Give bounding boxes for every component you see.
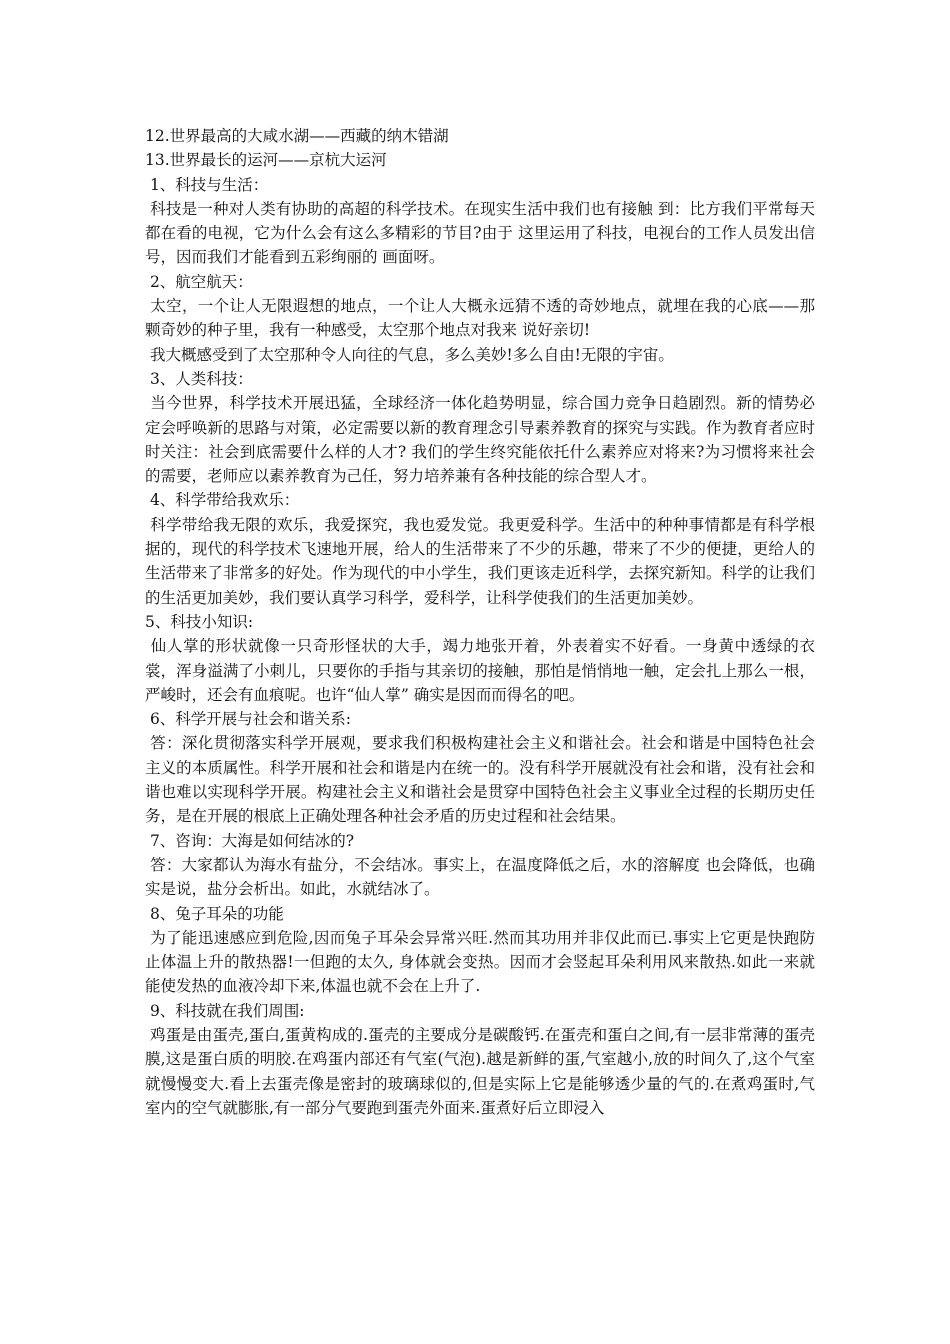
paragraph-7: 答：大家都认为海水有盐分，不会结冰。事实上，在温度降低之后，水的溶解度 也会降低，也确实是说，盐分会析出。如此，水就结冰了。	[145, 855, 815, 899]
paragraph-8: 为了能迅速感应到危险,因而兔子耳朵会异常兴旺.然而其功用并非仅此而已.事实上它更是快跑防止体温上升的散热器!一但跑的太久, 身体就会变热。因而才会竖起耳朵利用风来散热.如此一来就能使发热的血液冷却下来,体温也就不会在上升了.	[145, 928, 815, 996]
section-heading-1: 1、科技与生活：	[145, 175, 269, 194]
list-item-salt-lake: 12.世界最高的大咸水湖——西藏的纳木错湖	[145, 127, 449, 145]
document-body	[145, 124, 815, 1120]
section-heading-2: 2、航空航天：	[145, 272, 253, 291]
list-item-grand-canal: 13.世界最长的运河——京杭大运河	[145, 151, 387, 170]
paragraph-1: 科技是一种对人类有协助的高超的科学技术。在现实生活中我们也有接触 到：比方我们平常每天都在看的电视，它为什么会有这么多精彩的节目?由于 这里运用了科技，电视台的工作人员发出信号，因而我们才能看到五彩绚丽的 画面呀。	[145, 199, 815, 267]
paragraph-2a: 太空，一个让人无限遐想的地点，一个让人大概永远猜不透的奇妙地点，就埋在我的心底——那颗奇妙的种子里，我有一种感受，太空那个地点对我来 说好亲切!	[145, 297, 815, 340]
section-heading-8: 8、兔子耳朵的功能	[145, 904, 284, 923]
section-heading-5: 5、科技小知识:	[145, 612, 254, 631]
paragraph-3: 当今世界，科学技术开展迅猛，全球经济一体化趋势明显，综合国力竞争日趋剧烈。新的情势必定会呼唤新的思路与对策，必定需要以新的教育理念引导素养教育的探究与实践。作为教育者应时时关注：社会到底需要什么样的人才? 我们的学生终究能依托什么素养应对将来?为习惯将来社会的需要，老师应以素养教育为己任，努力培养兼有各种技能的综合型人才。	[145, 394, 815, 486]
paragraph-2b: 我大概感受到了太空那种令人向往的气息，多么美妙!多么自由!无限的宇宙。	[145, 345, 674, 364]
section-heading-3: 3、人类科技：	[145, 369, 253, 388]
section-heading-6: 6、科学开展与社会和谐关系:	[145, 710, 352, 729]
section-heading-9: 9、科技就在我们周围:	[145, 1001, 305, 1020]
paragraph-9: 鸡蛋是由蛋壳,蛋白,蛋黄构成的.蛋壳的主要成分是碳酸钙.在蛋壳和蛋白之间,有一层非常薄的蛋壳膜,这是蛋白质的明胶.在鸡蛋内部还有气室(气泡).越是新鲜的蛋,气室越小,放的时间久了,这个气室就慢慢变大.看上去蛋壳像是密封的玻璃球似的,但是实际上它是能够透少量的气的.在煮鸡蛋时,气室内的空气就膨胀,有一部分气要跑到蛋壳外面来.蛋煮好后立即浸入	[145, 1025, 815, 1117]
paragraph-5: 仙人掌的形状就像一只奇形怪状的大手，竭力地张开着，外表着实不好看。一身黄中透绿的衣裳，浑身溢满了小刺儿，只要你的手指与其亲切的接触，那怕是悄悄地一触，定会扎上那么一根，严峻时，还会有血痕呢。也许“仙人掌” 确实是因而而得名的吧。	[145, 637, 815, 704]
paragraph-4: 科学带给我无限的欢乐，我爱探究，我也爱发觉。我更爱科学。生活中的种种事情都是有科学根据的，现代的科学技术飞速地开展，给人的生活带来了不少的乐趣，带来了不少的便捷，更给人的生活带来了非常多的好处。作为现代的中小学生，我们更该走近科学，去探究新知。科学的让我们的生活更加美妙，我们要认真学习科学，爱科学，让科学使我们的生活更加美妙。	[145, 515, 815, 607]
section-heading-7: 7、咨询：大海是如何结冰的?	[145, 831, 355, 850]
paragraph-6: 答：深化贯彻落实科学开展观，要求我们积极构建社会主义和谐社会。社会和谐是中国特色社会主义的本质属性。科学开展和社会和谐是内在统一的。没有科学开展就没有社会和谐，没有社会和谐也难以实现科学开展。构建社会主义和谐社会是贯穿中国特色社会主义事业全过程的长期历史任务，是在开展的根底上正确处理各种社会矛盾的历史过程和社会结果。	[145, 734, 815, 826]
section-heading-4: 4、科学带给我欢乐：	[145, 491, 300, 510]
